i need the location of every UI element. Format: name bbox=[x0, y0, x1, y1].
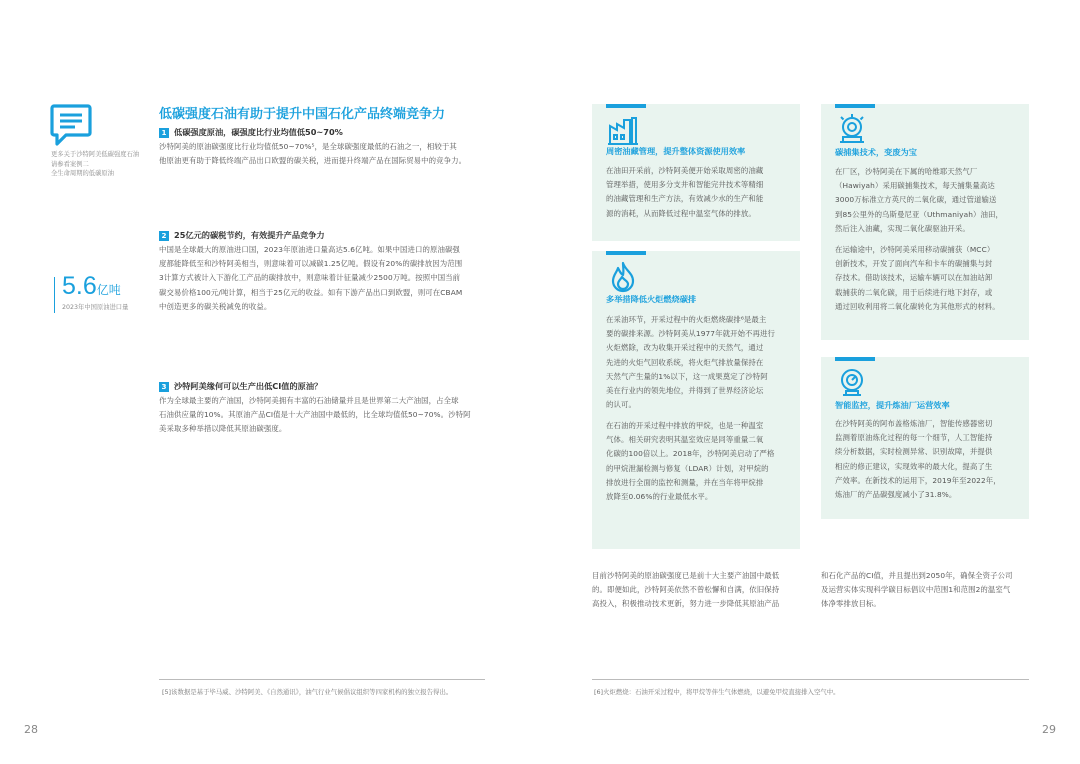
body-line: 源的消耗，从而降低过程中温室气体的排放。 bbox=[606, 208, 756, 218]
page-number: 28 bbox=[24, 723, 38, 736]
body-line: 美在行业内的领先地位，并得到了世界经济论坛 bbox=[606, 386, 764, 396]
page-number: 29 bbox=[1042, 723, 1056, 736]
section-title bbox=[159, 230, 325, 241]
sidebar-note-line: 请参看案例二 bbox=[51, 160, 89, 168]
body-line: 作为全球最主要的产油国，沙特阿美拥有丰富的石油储量并且是世界第二大产油国，占全球 bbox=[159, 396, 459, 405]
closing-paragraph bbox=[821, 569, 1013, 612]
body-line: 炼油厂的产品碳强度减小了31.8%。 bbox=[835, 490, 957, 500]
info-card bbox=[592, 251, 800, 549]
body-line: 沙特阿美的原油碳强度比行业均值低50~70%⁵，是全球碳强度最低的石油之一，相较于其 bbox=[159, 142, 457, 151]
sidebar-note-line: 全生命周期的低碳原油 bbox=[51, 170, 114, 177]
body-line: （Hawiyah）采用碳捕集技术，每天捕集量高达 bbox=[835, 181, 995, 191]
section-title bbox=[159, 127, 343, 138]
card-body bbox=[835, 243, 1000, 314]
body-line: 体净零排放目标。 bbox=[821, 599, 881, 609]
body-line: 和石化产品的CI值，并且提出到2050年，确保全资子公司 bbox=[821, 571, 1013, 580]
closing-paragraph bbox=[592, 569, 779, 612]
stat-divider bbox=[54, 277, 55, 313]
page-heading: 低碳强度石油有助于提升中国石化产品终端竞争力 bbox=[159, 107, 446, 122]
body-line: 要的碳排来源。沙特阿美从1977年就开始不再进行 bbox=[606, 329, 776, 339]
carbon-capture-icon bbox=[835, 112, 869, 146]
body-line: 中国是全球最大的原油进口国，2023年原油进口量高达5.6亿吨。如果中国进口的原油碳强 bbox=[159, 245, 460, 254]
body-line: 目前沙特阿美的原油碳强度已是前十大主要产油国中最低 bbox=[592, 571, 780, 580]
card-body bbox=[606, 419, 774, 504]
body-line: 的油藏管理和生产方法，有效减少水的生产和能 bbox=[606, 194, 764, 204]
body-line: 放降至0.06%的行业最低水平。 bbox=[606, 492, 713, 502]
body-line: 3000万标准立方英尺的二氧化碳，通过管道输送 bbox=[835, 195, 997, 205]
body-line: 排放进行全面的监控和测量，并在当年将甲烷排 bbox=[606, 477, 764, 487]
body-line: 然后注入油藏，实现二氧化碳驱油开采。 bbox=[835, 223, 970, 233]
body-line: 碳交易价格100元/吨计算，相当于25亿元的收益。如有下游产品出口到欧盟，则可在CBAM bbox=[159, 287, 463, 297]
body-line: 监测着原油炼化过程的每一个细节，人工智能持 bbox=[835, 433, 993, 443]
section-title-text: 沙特阿美缘何可以生产出低CI值的原油？ bbox=[174, 381, 323, 391]
flame-icon bbox=[606, 259, 640, 293]
footnote: [6]火炬燃烧：石油开采过程中，将甲烷等伴生气体燃烧，以避免甲烷直接排入空气中。 bbox=[594, 688, 840, 696]
stat-callout bbox=[62, 272, 121, 301]
section-number: 1 bbox=[159, 128, 169, 138]
card-body bbox=[606, 313, 775, 412]
body-line: 的甲烷泄漏检测与修复（LDAR）计划，对甲烷的 bbox=[606, 463, 769, 473]
body-line: 度都能降低至和沙特阿美相当，则意味着可以减碳1.25亿吨。假设有20%的碳排放因为范围 bbox=[159, 259, 463, 269]
body-line: 天然气产生量的1%以下，这一成果奠定了沙特阿 bbox=[606, 371, 768, 381]
body-line: 的认可。 bbox=[606, 400, 636, 410]
body-line: 化碳的100倍以上。2018年，沙特阿美启动了严格 bbox=[606, 449, 775, 459]
body-line: 管理举措，使用多分支井和智能完井技术等精细 bbox=[606, 180, 764, 190]
card-title: 智能监控，提升炼油厂运营效率 bbox=[835, 400, 950, 410]
body-line: 气体。相关研究表明其温室效应是同等重量二氧 bbox=[606, 435, 764, 445]
body-line: 相应的修正建议，实现效率的最大化，提高了生 bbox=[835, 461, 993, 471]
card-body bbox=[606, 164, 763, 221]
section-body bbox=[159, 243, 462, 314]
card-accent-bar bbox=[606, 104, 646, 108]
body-line: 存技术。借助该技术，运输车辆可以在加油站卸 bbox=[835, 273, 993, 283]
stat-unit: 亿吨 bbox=[96, 283, 121, 297]
body-line: 在沙特阿美的阿布盖格炼油厂，智能传感器密切 bbox=[835, 419, 993, 428]
card-body bbox=[835, 417, 1001, 502]
section-title bbox=[159, 381, 322, 392]
body-line: 火炬燃除，改为收集开采过程中的天然气，通过 bbox=[606, 343, 764, 353]
body-line: 产效率。在新技术的运用下，2019年至2022年， bbox=[835, 475, 1001, 485]
body-line: 中创造更多的碳关税减免的收益。 bbox=[159, 301, 272, 311]
section-number: 3 bbox=[159, 382, 169, 392]
body-line: 先进的火炬气回收系统，将火炬气排放量保持在 bbox=[606, 357, 764, 367]
body-line: 美采取多种举措以降低其原油碳强度。 bbox=[159, 424, 287, 434]
factory-icon bbox=[606, 114, 640, 148]
body-line: 载捕获的二氧化碳，用于后续进行地下封存，或 bbox=[835, 287, 993, 297]
info-card bbox=[592, 104, 800, 241]
section-number: 2 bbox=[159, 231, 169, 241]
body-line: 在采油环节，开采过程中的火炬燃烧碳排⁶是最主 bbox=[606, 315, 767, 324]
body-line: 续分析数据，实时检测异常、识别故障，并提供 bbox=[835, 447, 993, 457]
card-body bbox=[835, 165, 1003, 236]
section-title-text: 低碳强度原油，碳强度比行业均值低50~70% bbox=[174, 127, 343, 137]
body-line: 的。即便如此，沙特阿美依然不曾松懈和自满，依旧保持 bbox=[592, 585, 780, 595]
body-line: 到85公里外的乌斯曼尼亚（Uthmaniyah）油田， bbox=[835, 209, 1004, 219]
body-line: 创新技术，开发了面向汽车和卡车的碳捕集与封 bbox=[835, 259, 993, 269]
footnote: [5]该数据是基于毕马威、沙特阿美、《自然通讯》，油气行业气候倡议组织等四家机构的独立报告得出。 bbox=[162, 688, 453, 696]
section-body bbox=[159, 140, 466, 168]
footnote-rule bbox=[592, 679, 1029, 680]
footnote-rule bbox=[159, 679, 485, 680]
section-title-text: 25亿元的碳税节约，有效提升产品竞争力 bbox=[174, 230, 325, 240]
card-accent-bar bbox=[606, 251, 646, 255]
chat-bubble-icon bbox=[50, 103, 92, 147]
info-card bbox=[821, 357, 1029, 519]
card-accent-bar bbox=[835, 357, 875, 361]
card-title: 周密油藏管理，提升整体资源使用效率 bbox=[606, 146, 746, 156]
stat-value: 5.6 bbox=[62, 272, 97, 300]
stat-caption: 2023年中国原油进口量 bbox=[62, 304, 129, 311]
body-line: 在运输途中，沙特阿美采用移动碳捕获（MCC） bbox=[835, 245, 995, 254]
body-line: 石油供应量的10%。其原油产品CI值是十大产油国中最低的，比全球均值低50~70%。沙特阿 bbox=[159, 410, 471, 420]
body-line: 3计算方式被计入下游化工产品的碳排放中，则意味着计征量减少2500万吨。按照中国当前 bbox=[159, 273, 461, 283]
body-line: 在石油的开采过程中排放的甲烷，也是一种温室 bbox=[606, 421, 764, 430]
body-line: 高投入，积极推动技术更新，努力进一步降低其原油产品 bbox=[592, 599, 780, 609]
sidebar-note-line: 更多关于沙特阿美低碳强度石油 bbox=[51, 151, 140, 158]
body-line: 他原油更有助于降低终端产品出口欧盟的碳关税，进而提升终端产品在国际贸易中的竞争力。 bbox=[159, 156, 467, 166]
card-accent-bar bbox=[835, 104, 875, 108]
body-line: 及运营实体实现科学碳目标倡议中范围1和范围2的温室气 bbox=[821, 585, 1011, 595]
card-title: 多举措降低火炬燃烧碳排 bbox=[606, 294, 697, 304]
monitor-gauge-icon bbox=[835, 365, 869, 399]
body-line: 通过回收利用将二氧化碳转化为其他形式的材料。 bbox=[835, 301, 1000, 311]
section-body bbox=[159, 394, 471, 437]
body-line: 在油田开采前，沙特阿美便开始采取周密的油藏 bbox=[606, 166, 764, 175]
info-card bbox=[821, 104, 1029, 340]
sidebar-note bbox=[51, 150, 139, 179]
body-line: 在厂区，沙特阿美在下属的哈维耶天然气厂 bbox=[835, 167, 978, 176]
card-title: 碳捕集技术，变废为宝 bbox=[835, 147, 917, 157]
